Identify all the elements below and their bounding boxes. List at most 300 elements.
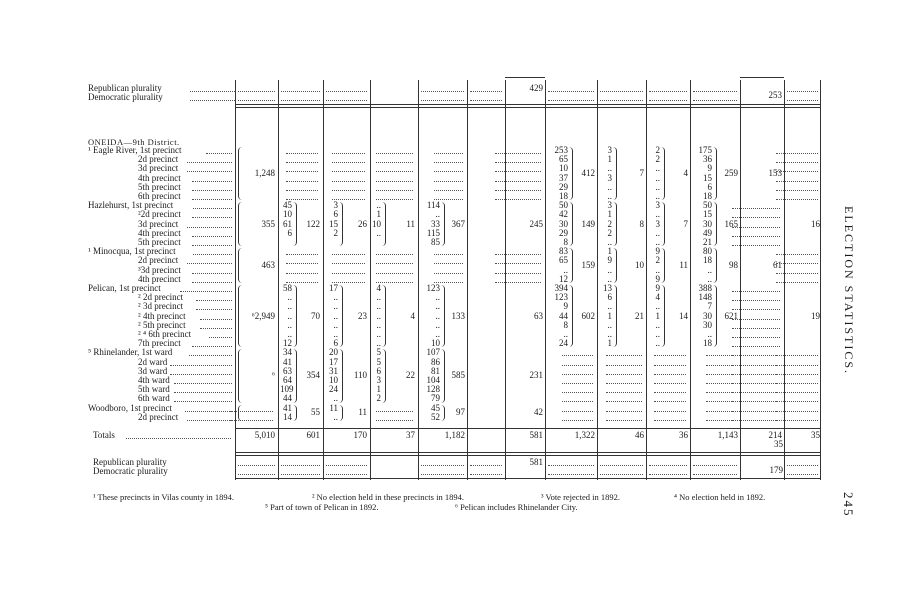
empty-dots: [606, 392, 642, 393]
empty-dots: [606, 374, 642, 375]
cell-value: 63: [534, 310, 543, 321]
cell-value: 85: [431, 237, 440, 247]
cell-value: ..: [376, 200, 381, 211]
cell-value: 133: [451, 310, 465, 321]
empty-dots: [495, 190, 541, 191]
cell-value: ..: [376, 301, 381, 312]
empty-dots: [776, 365, 818, 366]
totals-value: 1,182: [444, 430, 465, 440]
cell-value: ⁶: [271, 370, 275, 381]
cell-value: 50: [703, 200, 712, 211]
dotted-placeholder: [693, 465, 737, 466]
cell-value: 2: [655, 145, 660, 155]
leader-dots: [193, 254, 232, 255]
dotted-placeholder: [470, 465, 502, 466]
cell-value: 97: [456, 407, 465, 418]
cell-value: ..: [333, 310, 338, 321]
column-rule: [820, 80, 821, 480]
dotted-placeholder: [326, 474, 367, 475]
footnote-2: ² No election held in these precincts in 1894.: [312, 492, 464, 502]
empty-dots: [562, 392, 593, 393]
cell-value: 1: [607, 310, 612, 321]
cell-value: 30: [559, 218, 568, 229]
empty-dots: [732, 346, 780, 347]
cell-value: 7: [683, 218, 688, 229]
empty-dots: [376, 411, 413, 412]
empty-dots: [376, 263, 413, 264]
empty-dots: [562, 365, 593, 366]
cell-value: 8: [563, 319, 568, 330]
cell-value: ..: [333, 329, 338, 339]
cell-value: 42: [534, 407, 543, 418]
group-brace: [238, 248, 242, 283]
cell-value: ..: [563, 264, 568, 275]
empty-dots: [495, 162, 541, 163]
cell-value: 585: [451, 370, 465, 381]
dotted-placeholder: [649, 100, 687, 101]
dotted-placeholder: [238, 91, 275, 92]
leader-dots: [192, 273, 232, 274]
empty-dots: [434, 190, 463, 191]
dotted-placeholder: [281, 465, 320, 466]
empty-dots: [376, 153, 413, 154]
dotted-placeholder: [470, 474, 502, 475]
empty-dots: [562, 401, 593, 402]
group-brace: [238, 147, 242, 200]
cell-value: ..: [655, 181, 660, 192]
cell-value: 175: [698, 145, 712, 155]
row-label: 4th precinct: [138, 273, 181, 284]
empty-dots: [376, 282, 413, 283]
cell-value: ..: [655, 264, 660, 275]
dotted-placeholder: [326, 465, 367, 466]
dotted-placeholder: [600, 100, 643, 101]
leader-dots: [190, 91, 235, 92]
empty-dots: [495, 181, 541, 182]
empty-dots: [562, 383, 593, 384]
cell-value: 18: [703, 338, 712, 349]
cell-value: 42: [559, 209, 568, 220]
cell-value: 17: [329, 283, 338, 293]
cell-value: 6: [707, 181, 712, 192]
cell-value: 6: [607, 292, 612, 303]
leader-dots: [192, 190, 232, 191]
empty-dots: [654, 383, 686, 384]
row-label: 7th precinct: [138, 338, 181, 349]
bottom-democratic-plurality-label: Democratic plurality: [93, 466, 168, 476]
cell-value: 24: [329, 384, 338, 395]
empty-dots: [606, 420, 642, 421]
cell-value: 1: [655, 310, 660, 321]
empty-dots: [434, 273, 463, 274]
cell-value: 58: [283, 283, 292, 293]
leader-dots: [209, 337, 232, 338]
cell-value: 79: [431, 393, 440, 404]
dotted-placeholder: [238, 465, 275, 466]
cell-value: 20: [329, 347, 338, 358]
cell-value: ..: [287, 301, 292, 312]
empty-dots: [562, 420, 593, 421]
cell-value: 7: [707, 301, 712, 312]
row-label: 3d precinct: [138, 218, 179, 229]
cell-value: 367: [451, 218, 465, 229]
dotted-placeholder: [787, 100, 818, 101]
group-brace: [238, 202, 242, 246]
leader-dots: [206, 153, 232, 154]
empty-dots: [376, 181, 413, 182]
totals-rule: [235, 428, 820, 429]
dotted-placeholder: [548, 91, 594, 92]
empty-dots: [654, 420, 686, 421]
cell-value: 12: [283, 338, 292, 349]
cell-value: 21: [703, 237, 712, 247]
cell-value: 148: [698, 292, 712, 303]
cell-value: 231: [529, 370, 543, 381]
cell-value: 2: [655, 154, 660, 165]
totals-value: 1,143: [717, 430, 738, 440]
empty-dots: [732, 374, 780, 375]
cell-value: 3: [607, 200, 612, 211]
leader-dots: [193, 208, 232, 209]
cell-value: 1: [376, 384, 381, 395]
leader-dots: [192, 217, 232, 218]
empty-dots: [776, 254, 818, 255]
empty-dots: [776, 199, 818, 200]
cell-value: 18: [703, 255, 712, 266]
totals-value: 214: [768, 430, 782, 440]
cell-value: ..: [333, 292, 338, 303]
row-label: Pelican, 1st precinct: [88, 283, 161, 293]
column-rule: [418, 80, 419, 480]
top-democratic-plurality-label: Democratic plurality: [88, 92, 163, 102]
empty-dots: [776, 181, 818, 182]
dotted-placeholder: [649, 465, 687, 466]
empty-dots: [732, 411, 780, 412]
cell-value: 14: [283, 411, 292, 422]
cell-value: ..: [435, 301, 440, 312]
cell-value: 33: [431, 218, 440, 229]
cell-value: ..: [376, 292, 381, 303]
column-rule: [690, 80, 691, 480]
cell-value: 52: [431, 411, 440, 422]
cell-value: ..: [287, 319, 292, 330]
row-label: 2d ward: [138, 356, 168, 367]
cell-value: 3: [655, 218, 660, 229]
empty-dots: [332, 190, 365, 191]
totals-value: 170: [353, 430, 367, 440]
cell-value: 5: [376, 347, 381, 358]
cell-value: ..: [607, 319, 612, 330]
empty-dots: [776, 374, 818, 375]
empty-dots: [286, 153, 318, 154]
cell-value: 104: [426, 375, 440, 385]
empty-dots: [434, 162, 463, 163]
cell-value: 10: [559, 163, 568, 174]
empty-dots: [776, 401, 818, 402]
empty-dots: [732, 227, 780, 228]
column-rule: [646, 80, 647, 480]
bottom-republican-plurality-label: Republican plurality: [93, 457, 167, 467]
empty-dots: [606, 383, 642, 384]
row-label: ¹ Eagle River, 1st precinct: [88, 145, 182, 155]
row-label: 2d precinct: [138, 255, 179, 266]
cell-value: 4: [410, 310, 415, 321]
column-rule: [323, 80, 324, 480]
empty-dots: [776, 355, 818, 356]
empty-dots: [332, 153, 365, 154]
cell-value: 19: [811, 310, 820, 321]
empty-dots: [376, 254, 413, 255]
cell-value: 2: [333, 227, 338, 238]
totals-value: 581: [529, 430, 543, 440]
empty-dots: [562, 355, 593, 356]
empty-dots: [732, 355, 780, 356]
leader-dots: [200, 328, 232, 329]
dotted-placeholder: [281, 100, 320, 101]
cell-value: 9: [655, 283, 660, 293]
cell-value: ..: [376, 329, 381, 339]
cell-value: 55: [311, 407, 320, 418]
row-label: ² 5th precinct: [138, 319, 186, 330]
empty-dots: [732, 291, 780, 292]
dotted-placeholder: [600, 474, 643, 475]
dotted-placeholder: [600, 465, 643, 466]
cell-value: 8: [563, 237, 568, 247]
bottom-rule: [235, 478, 820, 479]
cell-value: ..: [607, 181, 612, 192]
cell-value: ..: [287, 292, 292, 303]
row-label: ³3d precinct: [138, 264, 181, 275]
dotted-placeholder: [693, 474, 737, 475]
cell-value: 21: [635, 310, 644, 321]
bottom-democratic-plurality-value: 179: [769, 465, 783, 475]
row-label: 2d precinct: [138, 411, 179, 422]
empty-dots: [286, 263, 318, 264]
cell-value: 34: [283, 347, 292, 358]
empty-dots: [495, 254, 541, 255]
totals-value: 5,010: [254, 430, 275, 440]
dotted-placeholder: [548, 465, 594, 466]
cell-value: 4: [683, 168, 688, 178]
cell-value: 2: [607, 218, 612, 229]
cell-value: ..: [707, 329, 712, 339]
cell-value: ..: [607, 163, 612, 174]
cell-value: 44: [559, 310, 568, 321]
empty-dots: [332, 181, 365, 182]
empty-dots: [230, 411, 273, 412]
cell-value: 259: [724, 168, 738, 178]
empty-dots: [495, 199, 541, 200]
cell-value: 61: [283, 218, 292, 229]
empty-dots: [654, 374, 686, 375]
cell-value: 6: [376, 365, 381, 376]
cell-value: 5: [376, 356, 381, 367]
totals-label: Totals: [93, 430, 115, 440]
cell-value: 6: [333, 209, 338, 220]
row-label: 5th precinct: [138, 237, 181, 247]
cell-value: 22: [406, 370, 415, 381]
dotted-placeholder: [281, 474, 320, 475]
cell-value: 123: [554, 292, 568, 303]
leader-dots: [170, 365, 232, 366]
cell-value: 36: [703, 154, 712, 165]
empty-dots: [732, 365, 780, 366]
cell-value: 2: [655, 255, 660, 266]
cell-value: 10: [329, 375, 338, 385]
leader-dots: [126, 438, 231, 439]
cell-value: 81: [431, 365, 440, 376]
cell-value: 3: [655, 200, 660, 211]
totals-rule: [235, 452, 820, 453]
cell-value: 63: [283, 365, 292, 376]
cell-value: 80: [703, 246, 712, 257]
row-label: 4th ward: [138, 375, 170, 385]
cell-value: 8: [639, 218, 644, 229]
empty-dots: [776, 383, 818, 384]
leader-dots: [196, 300, 232, 301]
cell-value: 29: [559, 227, 568, 238]
cell-value: 16: [811, 218, 820, 229]
leader-dots: [192, 245, 232, 246]
row-label: 2d precinct: [138, 154, 179, 165]
cell-value: ..: [333, 319, 338, 330]
cell-value: 1: [607, 338, 612, 349]
footnote-5: ⁵ Part of town of Pelican in 1892.: [265, 502, 379, 512]
cell-value: 30: [703, 319, 712, 330]
cell-value: 602: [581, 310, 595, 321]
leader-dots: [190, 100, 235, 101]
cell-value: ..: [655, 209, 660, 220]
empty-dots: [376, 190, 413, 191]
leader-dots: [189, 355, 232, 356]
cell-value: ..: [655, 163, 660, 174]
dotted-placeholder: [548, 474, 594, 475]
cell-value: ..: [435, 292, 440, 303]
empty-dots: [732, 420, 780, 421]
footnote-4: ⁴ No election held in 1892.: [674, 492, 766, 502]
empty-dots: [376, 162, 413, 163]
cell-value: 109: [280, 384, 294, 395]
cell-value: 15: [703, 209, 712, 220]
cell-value: 12: [559, 273, 568, 284]
dotted-placeholder: [693, 91, 737, 92]
cell-value: 3: [607, 145, 612, 155]
cell-value: 412: [581, 168, 595, 178]
column-rule: [467, 80, 468, 480]
cell-value: ..: [376, 310, 381, 321]
cell-value: 98: [729, 260, 738, 270]
cell-value: ..: [563, 329, 568, 339]
cell-value: 45: [283, 200, 292, 211]
group-brace: [238, 285, 242, 347]
top-democratic-plurality-value: 253: [768, 90, 782, 100]
cell-value: 394: [554, 283, 568, 293]
cell-value: 354: [306, 370, 320, 381]
empty-dots: [606, 355, 642, 356]
dotted-placeholder: [238, 474, 275, 475]
cell-value: 355: [261, 218, 275, 229]
cell-value: 3: [607, 172, 612, 183]
cell-value: 7: [639, 168, 644, 178]
cell-value: 165: [724, 218, 738, 229]
empty-dots: [376, 171, 413, 172]
empty-dots: [776, 162, 818, 163]
group-brace: [238, 349, 242, 402]
cell-value: 6: [287, 227, 292, 238]
totals-value: 36: [679, 430, 688, 440]
cell-value: ..: [607, 264, 612, 275]
empty-dots: [654, 401, 686, 402]
cell-value: 50: [559, 200, 568, 211]
totals-value: 601: [306, 430, 320, 440]
cell-value: ..: [376, 319, 381, 330]
cell-value: ..: [655, 191, 660, 201]
cell-value: ..: [376, 227, 381, 238]
empty-dots: [606, 365, 642, 366]
empty-dots: [654, 392, 686, 393]
leader-dots: [187, 227, 232, 228]
totals-value: 35: [811, 430, 820, 440]
cell-value: ..: [607, 301, 612, 312]
empty-dots: [332, 273, 365, 274]
row-label: Hazlehurst, 1st precinct: [88, 200, 174, 211]
cell-value: 31: [329, 365, 338, 376]
empty-dots: [776, 171, 818, 172]
leader-dots: [187, 162, 232, 163]
cell-value: 3: [333, 200, 338, 211]
cell-value: 65: [559, 255, 568, 266]
empty-dots: [332, 162, 365, 163]
row-label: Woodboro, 1st precinct: [88, 402, 173, 413]
cell-value: ..: [655, 329, 660, 339]
empty-dots: [434, 263, 463, 264]
empty-dots: [495, 153, 541, 154]
cell-value: 9: [707, 163, 712, 174]
totals-value: 46: [635, 430, 644, 440]
empty-dots: [776, 153, 818, 154]
cell-value: ..: [435, 310, 440, 321]
cell-value: 621: [724, 310, 738, 321]
empty-dots: [732, 383, 780, 384]
footnote-1: ¹ These precincts in Vilas county in 1894.: [93, 492, 235, 502]
row-label: ² 4th precinct: [138, 310, 186, 321]
leader-dots: [180, 291, 232, 292]
cell-value: 10: [635, 260, 644, 270]
empty-dots: [434, 254, 463, 255]
cell-value: 245: [529, 218, 543, 229]
cell-value: ..: [607, 237, 612, 247]
cell-value: 65: [559, 154, 568, 165]
leader-dots: [170, 374, 232, 375]
row-label: ⁵ Rhinelander, 1st ward: [88, 347, 173, 358]
empty-dots: [776, 392, 818, 393]
dotted-placeholder: [600, 91, 643, 92]
row-label: 3d ward: [138, 365, 168, 376]
cell-value: 29: [559, 181, 568, 192]
cell-value: 253: [554, 145, 568, 155]
totals-sub-value: 35: [774, 439, 783, 449]
cell-value: ..: [655, 319, 660, 330]
cell-value: 1: [607, 246, 612, 257]
empty-dots: [654, 365, 686, 366]
cell-value: ..: [607, 329, 612, 339]
cell-value: 159: [581, 260, 595, 270]
cell-value: ..: [376, 338, 381, 349]
empty-dots: [230, 420, 273, 421]
empty-dots: [562, 374, 593, 375]
cell-value: ..: [655, 301, 660, 312]
dotted-placeholder: [548, 100, 594, 101]
